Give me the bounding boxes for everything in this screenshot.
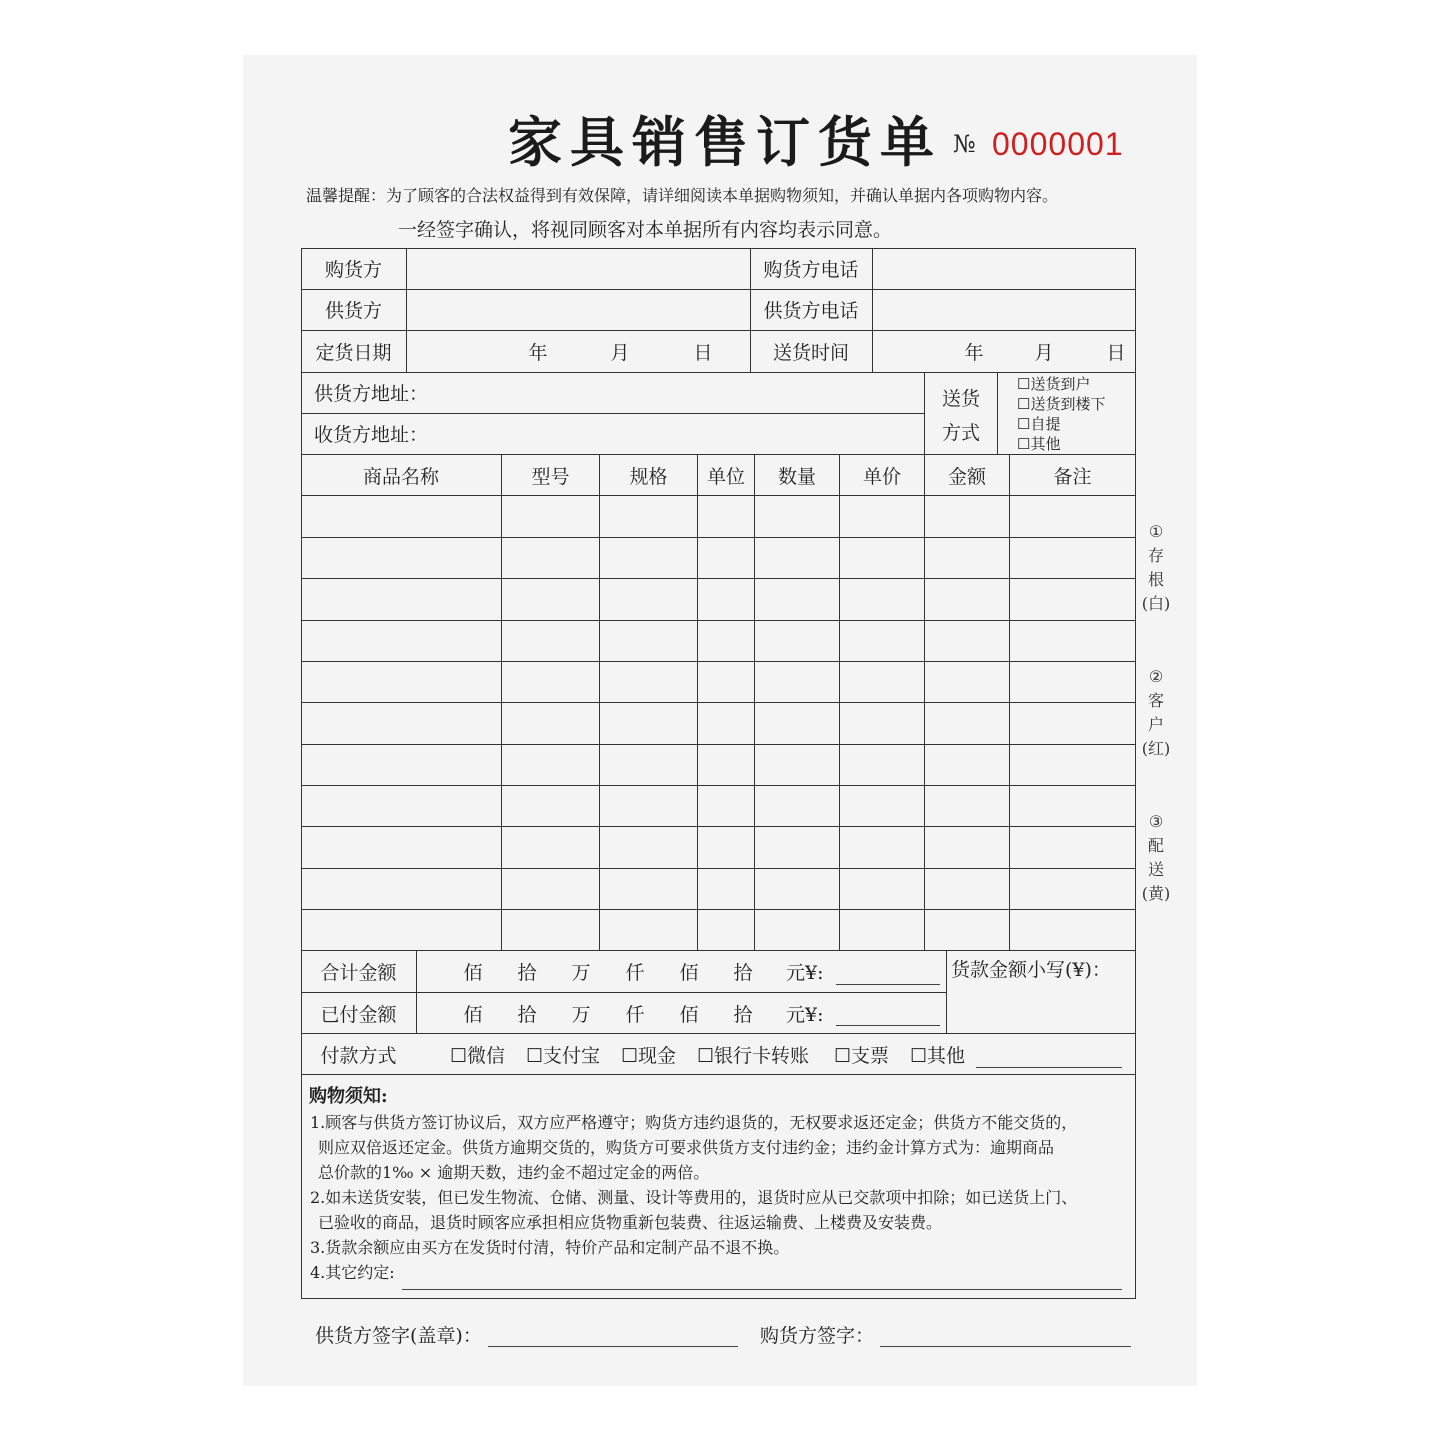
- delivery-option-other[interactable]: ☐其他: [1017, 434, 1061, 453]
- order-date-label: 定货日期: [315, 341, 392, 364]
- paid-amount-blank[interactable]: [836, 1025, 940, 1026]
- rule-line: 4.其它约定:: [310, 1263, 395, 1282]
- paid-unit-bai-2: 佰: [679, 1003, 699, 1026]
- total-unit-yuan: 元¥:: [786, 962, 824, 984]
- total-unit-bai: 佰: [463, 962, 483, 984]
- rules-title: 购物须知:: [309, 1086, 388, 1107]
- notice-line-2: 一经签字确认，将视同顾客对本单据所有内容均表示同意。: [398, 219, 893, 241]
- col-divider: [754, 454, 755, 951]
- paid-unit-shi-2: 拾: [733, 1003, 753, 1026]
- delivery-method-label-2: 方式: [941, 421, 980, 444]
- total-unit-bai-2: 佰: [679, 962, 699, 984]
- other-agreement-blank[interactable]: [402, 1289, 1122, 1290]
- col-divider: [946, 950, 947, 1034]
- delivery-time-year: 年: [964, 341, 984, 364]
- table-row: [301, 661, 1136, 662]
- form-title: 家具销售订货单: [508, 110, 942, 174]
- table-bottom-border: [301, 1298, 1136, 1299]
- header-amount: 金额: [947, 465, 986, 488]
- supplier-signature-label: 供货方签字(盖章)：: [315, 1324, 482, 1347]
- table-row: [301, 785, 1136, 786]
- table-row: [301, 578, 1136, 579]
- payment-option-cash[interactable]: ☐现金: [621, 1044, 677, 1067]
- buyer-phone-label: 购货方电话: [763, 259, 859, 281]
- delivery-time-label: 送货时间: [772, 341, 849, 364]
- delivery-method-label-1: 送货: [941, 387, 980, 410]
- row-divider: [301, 1074, 1136, 1075]
- supplier-phone-field[interactable]: [873, 290, 1135, 330]
- table-row: [301, 868, 1136, 869]
- order-date-month: 月: [610, 341, 630, 364]
- supplier-address-label: 供货方地址：: [314, 383, 429, 405]
- header-spec: 规格: [629, 465, 668, 488]
- rule-line: 已验收的商品，退货时顾客应承担相应货物重新包装费、往返运输费、上楼费及安装费。: [318, 1213, 943, 1232]
- total-amount-label: 合计金额: [320, 962, 397, 984]
- copy-label-delivery: ③ 配 送 (黄): [1141, 812, 1171, 903]
- col-divider: [924, 454, 925, 951]
- buyer-phone-field[interactable]: [873, 249, 1135, 289]
- paid-unit-wan: 万: [571, 1003, 591, 1026]
- payment-option-other[interactable]: ☐其他: [910, 1044, 966, 1067]
- col-divider: [416, 950, 417, 1034]
- supplier-signature-line[interactable]: [488, 1346, 738, 1347]
- col-divider: [697, 454, 698, 951]
- rule-line: 3.货款余额应由买方在发货时付清，特价产品和定制产品不退不换。: [310, 1238, 790, 1257]
- paid-unit-qian: 仟: [625, 1003, 645, 1026]
- total-unit-shi: 拾: [517, 962, 537, 984]
- table-left-border: [301, 248, 302, 1299]
- total-unit-wan: 万: [571, 962, 591, 984]
- table-row: [301, 537, 1136, 538]
- table-right-border: [1135, 248, 1136, 1299]
- copy-label-customer: ② 客 户 (红): [1141, 667, 1171, 758]
- payment-option-wechat[interactable]: ☐微信: [450, 1044, 506, 1067]
- buyer-field[interactable]: [407, 249, 750, 289]
- header-unit: 单位: [706, 465, 745, 488]
- supplier-phone-label: 供货方电话: [763, 300, 859, 322]
- total-unit-shi-2: 拾: [733, 962, 753, 984]
- rule-line: 1.顾客与供货方签订协议后，双方应严格遵守；购货方违约退货的，无权要求返还定金；供货方不能交货的，: [310, 1113, 1078, 1132]
- small-amount-label: 货款金额小写(¥)：: [951, 958, 1111, 981]
- total-unit-qian: 仟: [625, 962, 645, 984]
- rule-line: 则应双倍返还定金。供货方逾期交货的，购货方可要求供货方支付违约金；违约金计算方式为：逾期商品: [318, 1138, 1055, 1157]
- order-date-year: 年: [528, 341, 548, 364]
- serial-number: 0000001: [992, 126, 1124, 162]
- copy-label-stub: ① 存 根 (白): [1141, 522, 1171, 613]
- row-divider: [301, 330, 1136, 331]
- paid-unit-bai: 佰: [463, 1003, 483, 1026]
- paid-unit-yuan: 元¥:: [786, 1003, 824, 1026]
- supplier-label: 供货方: [324, 300, 382, 322]
- payment-other-blank[interactable]: [976, 1067, 1122, 1068]
- header-unit-price: 单价: [862, 465, 901, 488]
- payment-option-alipay[interactable]: ☐支付宝: [526, 1044, 601, 1067]
- header-quantity: 数量: [777, 465, 816, 488]
- rule-line: 2.如未送货安装，但已发生物流、仓储、测量、设计等费用的，退货时应从已交款项中扣除；如已送货上门、: [310, 1188, 1078, 1207]
- col-divider: [501, 454, 502, 951]
- table-row: [301, 620, 1136, 621]
- header-product-name: 商品名称: [362, 465, 439, 488]
- col-divider: [599, 454, 600, 951]
- serial-number-mark: №: [953, 130, 976, 158]
- header-remarks: 备注: [1053, 465, 1092, 488]
- paid-unit-shi: 拾: [517, 1003, 537, 1026]
- delivery-time-month: 月: [1034, 341, 1054, 364]
- rule-line: 总价款的1‰ × 逾期天数，违约金不超过定金的两倍。: [318, 1163, 710, 1182]
- notice-line-1: 温馨提醒：为了顾客的合法权益得到有效保障，请详细阅读本单据购物须知，并确认单据内各项购物内容。: [306, 186, 1059, 205]
- payment-method-label: 付款方式: [320, 1044, 397, 1067]
- payment-option-bank-transfer[interactable]: ☐银行卡转账: [697, 1044, 810, 1067]
- items-header-divider: [301, 495, 1136, 496]
- table-row: [301, 702, 1136, 703]
- receiver-address-label: 收货方地址：: [314, 424, 429, 446]
- supplier-field[interactable]: [407, 290, 750, 330]
- order-date-day: 日: [693, 341, 713, 364]
- table-row: [301, 909, 1136, 910]
- table-row: [301, 744, 1136, 745]
- buyer-signature-line[interactable]: [880, 1346, 1131, 1347]
- total-amount-blank[interactable]: [836, 984, 940, 985]
- col-divider: [1009, 454, 1010, 951]
- delivery-option-pickup[interactable]: ☐自提: [1017, 414, 1061, 433]
- header-model: 型号: [531, 465, 570, 488]
- delivery-option-door[interactable]: ☐送货到户: [1017, 374, 1091, 393]
- table-row: [301, 826, 1136, 827]
- buyer-label: 购货方: [324, 259, 382, 281]
- col-divider: [839, 454, 840, 951]
- buyer-signature-label: 购货方签字：: [760, 1324, 875, 1347]
- payment-option-check[interactable]: ☐支票: [834, 1044, 890, 1067]
- paid-amount-label: 已付金额: [320, 1003, 397, 1026]
- col-divider: [997, 372, 998, 455]
- delivery-option-downstairs[interactable]: ☐送货到楼下: [1017, 394, 1106, 413]
- delivery-time-day: 日: [1106, 341, 1126, 364]
